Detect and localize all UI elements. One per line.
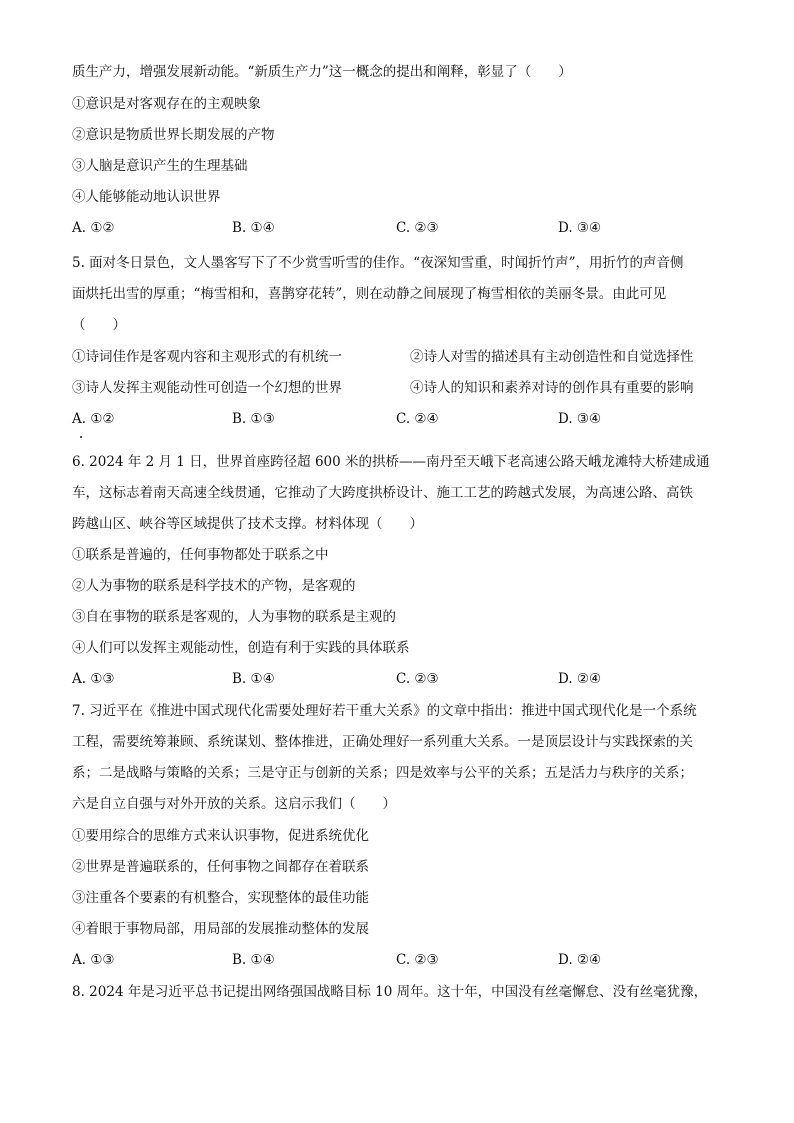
q6-item-4: ④人们可以发挥主观能动性，创造有利于实践的具体联系 [72, 640, 410, 656]
q6-item-1: ①联系是普遍的，任何事物都处于联系之中 [72, 547, 329, 563]
q5-items-row-1 [72, 347, 732, 367]
q6-stem-line-2: 车，这标志着南天高速全线贯通，它推动了大跨度拱桥设计、施工工艺的跨越式发展，为高速公路、高铁 [72, 485, 693, 501]
q7-stem-line-3: 系；二是战略与策略的关系；三是守正与创新的关系；四是效率与公平的关系；五是活力与秩序的关系； [72, 765, 693, 781]
q4-item-4: ④人能够能动地认识世界 [72, 189, 221, 205]
q7-stem-line-4: 六是自立自强与对外开放的关系。这启示我们（ ） [72, 796, 396, 812]
q6-stem-line-3: 跨越山区、峡谷等区域提供了技术支撑。材料体现（ ） [72, 516, 423, 532]
q7-option-c[interactable]: C. ②③ [396, 952, 439, 968]
q8-stem-line-1: 8. 2024 年是习近平总书记提出网络强国战略目标 10 周年。这十年，中国没有丝毫懈怠、没有丝毫犹豫， [72, 984, 708, 1000]
q4-option-b[interactable]: B. ①④ [232, 220, 275, 236]
q6-options [72, 669, 732, 689]
q4-option-c[interactable]: C. ②③ [396, 220, 439, 236]
q7-item-3: ③注重各个要素的有机整合，实现整体的最佳功能 [72, 890, 369, 906]
q5-item-1: ①诗词佳作是客观内容和主观形式的有机统一 [72, 349, 342, 365]
q4-item-1: ①意识是对客观存在的主观映象 [72, 96, 261, 112]
q7-item-2: ②世界是普遍联系的，任何事物之间都存在着联系 [72, 859, 369, 875]
q4-stem: 质生产力，增强发展新动能。“新质生产力”这一概念的提出和阐释，彰显了（ ） [72, 64, 572, 80]
q4-option-a[interactable]: A. ①② [72, 220, 115, 236]
q6-option-c[interactable]: C. ②③ [396, 671, 439, 687]
q5-options [72, 409, 732, 429]
q7-stem-line-2: 工程，需要统筹兼顾、系统谋划、整体推进，正确处理好一系列重大关系。一是顶层设计与实践探索的关 [72, 734, 693, 750]
q5-option-a[interactable]: A. ①② [72, 411, 115, 427]
q7-option-b[interactable]: B. ①④ [232, 952, 275, 968]
q6-option-a[interactable]: A. ①③ [72, 671, 115, 687]
q6-item-2: ②人为事物的联系是科学技术的产物，是客观的 [72, 578, 356, 594]
q4-item-2: ②意识是物质世界长期发展的产物 [72, 127, 275, 143]
q5-items-row-2 [72, 378, 732, 398]
stray-dot [80, 436, 82, 438]
q4-option-d[interactable]: D. ③④ [558, 220, 602, 236]
q7-option-d[interactable]: D. ②④ [558, 952, 602, 968]
q5-option-b[interactable]: B. ①③ [232, 411, 275, 427]
q5-item-4: ④诗人的知识和素养对诗的创作具有重要的影响 [410, 380, 694, 396]
q7-item-4: ④着眼于事物局部，用局部的发展推动整体的发展 [72, 921, 369, 937]
q6-stem-line-1: 6. 2024 年 2 月 1 日，世界首座跨径超 600 米的拱桥——南丹至天峨下老高速公路天峨龙滩特大桥建成通 [72, 454, 710, 470]
q5-item-2: ②诗人对雪的描述具有主动创造性和自觉选择性 [410, 349, 694, 365]
q5-option-d[interactable]: D. ③④ [558, 411, 602, 427]
q4-item-3: ③人脑是意识产生的生理基础 [72, 158, 248, 174]
q4-options [72, 218, 732, 238]
q7-option-a[interactable]: A. ①③ [72, 952, 115, 968]
q6-item-3: ③自在事物的联系是客观的，人为事物的联系是主观的 [72, 609, 396, 625]
q7-options [72, 950, 732, 970]
q5-stem-line-3: （ ） [72, 317, 126, 333]
q5-stem-line-1: 5. 面对冬日景色，文人墨客写下了不少赏雪听雪的佳作。“夜深知雪重，时闻折竹声”，用折竹的声音侧 [72, 255, 684, 271]
q7-item-1: ①要用综合的思维方式来认识事物，促进系统优化 [72, 828, 369, 844]
q5-option-c[interactable]: C. ②④ [396, 411, 439, 427]
q6-option-d[interactable]: D. ②④ [558, 671, 602, 687]
q7-stem-line-1: 7. 习近平在《推进中国式现代化需要处理好若干重大关系》的文章中指出：推进中国式现代化是一个系统 [72, 703, 697, 719]
q5-stem-line-2: 面烘托出雪的厚重；“梅雪相和，喜鹊穿花转”，则在动静之间展现了梅雪相依的美丽冬景。由此可见 [72, 286, 667, 302]
q6-option-b[interactable]: B. ①④ [232, 671, 275, 687]
q5-item-3: ③诗人发挥主观能动性可创造一个幻想的世界 [72, 380, 342, 396]
